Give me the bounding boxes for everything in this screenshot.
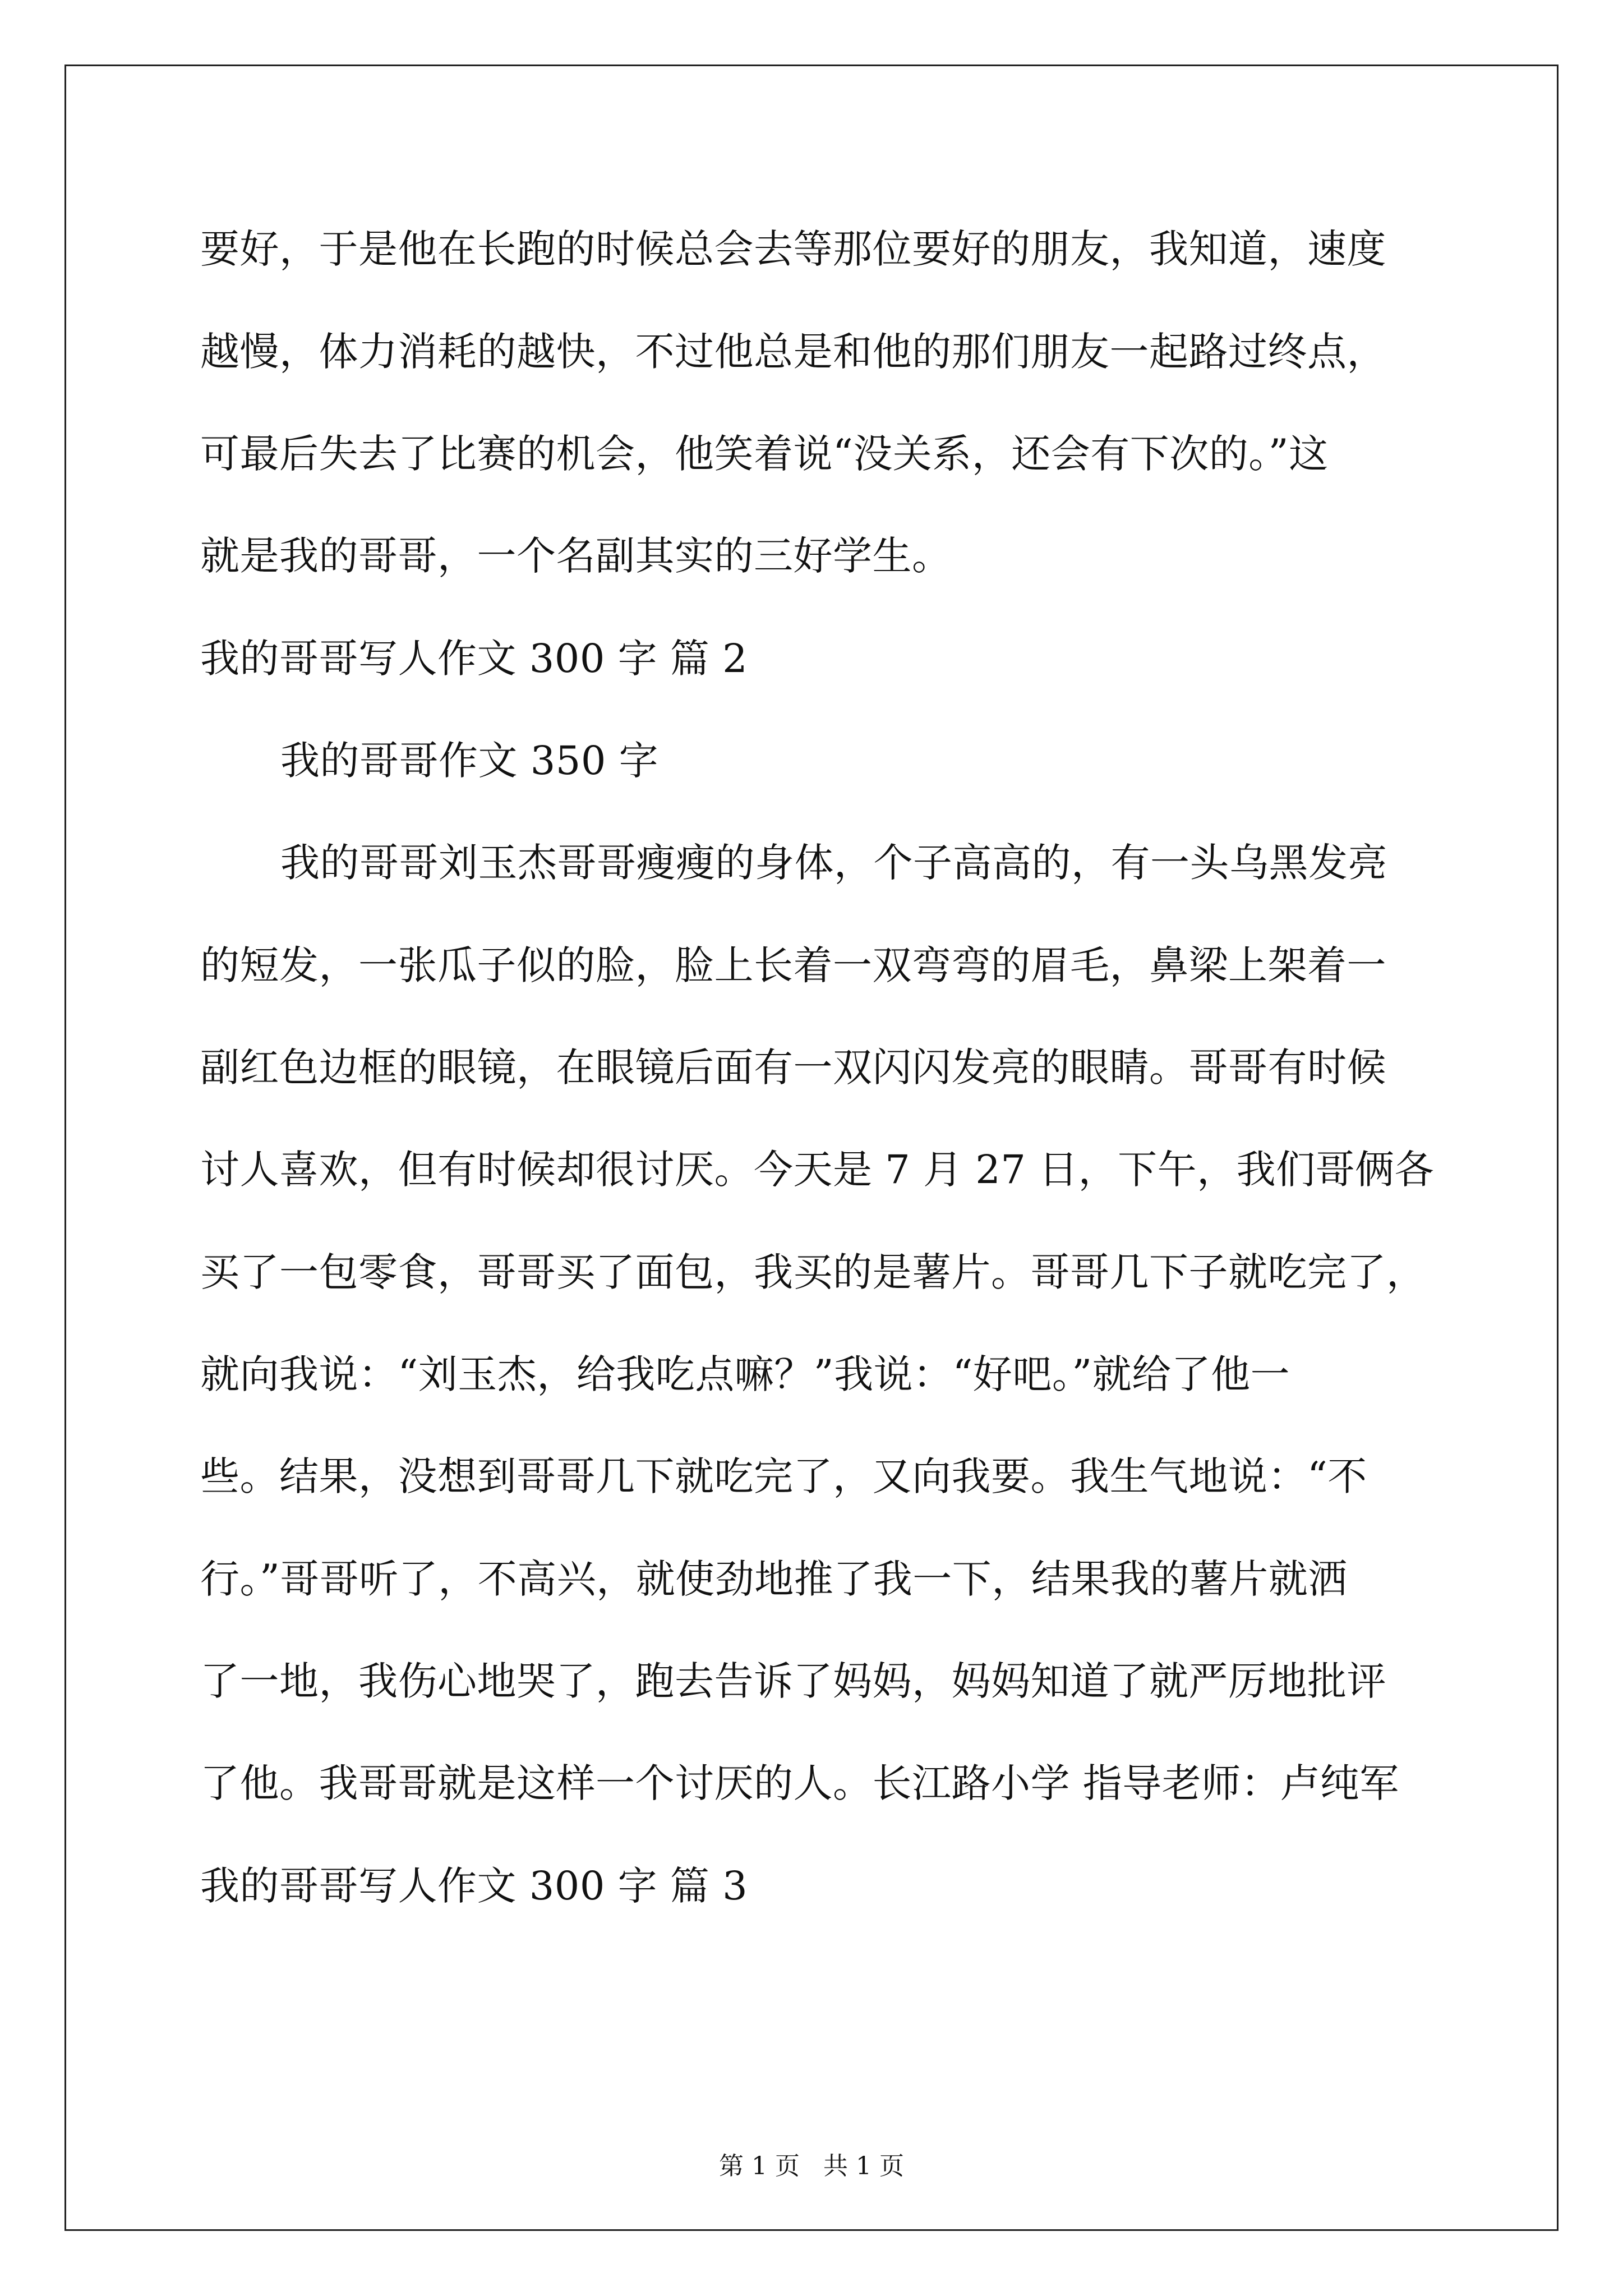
text-line: 买了一包零食，哥哥买了面包，我买的是薯片。哥哥几下子就吃完了，: [200, 1249, 1426, 1295]
text-line: 我的哥哥刘玉杰哥哥瘦瘦的身体，个子高高的，有一头乌黑发亮: [280, 840, 1387, 886]
text-line: 讨人喜欢，但有时候却很讨厌。今天是 7 月 27 日，下午，我们哥俩各: [200, 1147, 1435, 1193]
text-line: 就向我说：“刘玉杰，给我吃点嘛？”我说：“好吧。”就给了他一: [200, 1351, 1290, 1397]
text-line: 可最后失去了比赛的机会，他笑着说“没关系，还会有下次的。”这: [200, 431, 1329, 477]
text-line: 了他。我哥哥就是这样一个讨厌的人。长江路小学 指导老师：卢纯军: [200, 1760, 1399, 1806]
text-line: 越慢，体力消耗的越快，不过他总是和他的那们朋友一起路过终点，: [200, 329, 1386, 375]
text-line: 要好，于是他在长跑的时候总会去等那位要好的朋友，我知道，速度: [200, 226, 1386, 272]
essay-title: 我的哥哥作文 350 字: [280, 738, 659, 784]
text-line: 行。”哥哥听了，不高兴，就使劲地推了我一下，结果我的薯片就洒: [200, 1556, 1348, 1602]
text-line: 副红色边框的眼镜，在眼镜后面有一双闪闪发亮的眼睛。哥哥有时候: [200, 1045, 1386, 1091]
page-footer: 第 1 页 共 1 页: [719, 2152, 904, 2180]
text-line: 就是我的哥哥，一个名副其实的三好学生。: [200, 533, 952, 579]
text-line: 些。结果，没想到哥哥几下就吃完了，又向我要。我生气地说：“不: [200, 1453, 1367, 1499]
text-line: 的短发，一张瓜子似的脸，脸上长着一双弯弯的眉毛，鼻梁上架着一: [200, 942, 1386, 988]
section-heading: 我的哥哥写人作文 300 字 篇 3: [200, 1863, 748, 1909]
section-heading: 我的哥哥写人作文 300 字 篇 2: [200, 636, 748, 682]
text-line: 了一地，我伤心地哭了，跑去告诉了妈妈，妈妈知道了就严厉地批评: [200, 1658, 1386, 1704]
